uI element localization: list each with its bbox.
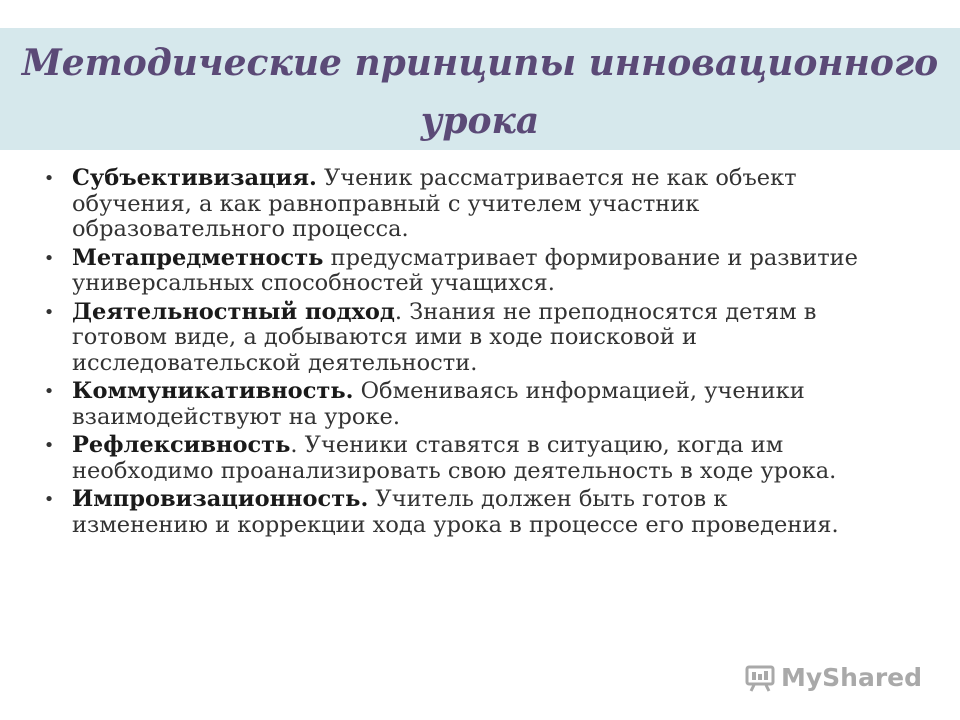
principle-term: Рефлексивность (72, 432, 291, 458)
bullet-icon: • (43, 247, 55, 269)
slide-title (0, 34, 960, 150)
principle-description: предусматривает формирование и развитие универсальных способностей учащихся. (72, 244, 858, 296)
watermark-text: MyShared (780, 663, 922, 692)
bullet-icon: • (43, 381, 55, 402)
principle-term: Импровизационность. (72, 486, 369, 512)
list-item (40, 487, 860, 538)
bullet-icon: • (43, 168, 55, 189)
principles-list (40, 166, 860, 541)
list-item (40, 300, 860, 377)
list-item (40, 166, 860, 243)
list-item (40, 379, 860, 430)
principle-description: . Ученики ставятся в ситуацию, когда им необходимо проанализировать свою деятельность в ходе урока. (72, 432, 837, 484)
myshared-watermark (745, 663, 922, 692)
principle-description: Учитель должен быть готов к изменению и коррекции хода урока в процессе его проведения. (72, 486, 839, 538)
slide-title-line-1: Методические принципы инновационного (21, 42, 939, 84)
list-item (40, 433, 860, 484)
principle-term: Коммуникативность. (72, 378, 354, 404)
bullet-icon: • (43, 435, 55, 456)
principle-term: Метапредметность (72, 244, 324, 271)
principle-term: Деятельностный подход (72, 298, 395, 325)
bullet-icon: • (43, 489, 55, 510)
list-item (40, 246, 860, 297)
presentation-board-icon (745, 664, 775, 692)
slide-title-line-2: урока (420, 100, 540, 142)
principle-term: Субъективизация. (72, 165, 317, 191)
principle-description: Ученик рассматривается не как объект обучения, а как равноправный с учителем участник образовательного процесса. (72, 165, 797, 242)
principle-description: . Знания не преподносятся детям в готовом виде, а добываются ими в ходе поисковой и исследовательской деятельности. (72, 298, 817, 376)
principle-description: Обмениваясь информацией, ученики взаимодействуют на уроке. (72, 378, 805, 430)
bullet-icon: • (43, 301, 55, 323)
